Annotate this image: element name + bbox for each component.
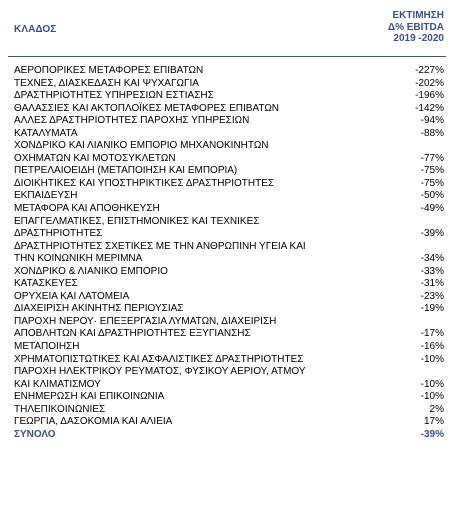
ebitda-header-line-1: ΕΚΤΙΜΗΣΗ (392, 10, 444, 21)
ebitda-change-value: -202% (415, 77, 444, 89)
table-row (0, 190, 450, 203)
ebitda-change-value: -39% (420, 228, 444, 240)
sector-column-header: ΚΛΑΔΟΣ (14, 24, 57, 35)
table-row (0, 216, 450, 241)
table-row (0, 178, 450, 191)
sector-label: ΔΙΟΙΚΗΤΙΚΕΣ ΚΑΙ ΥΠΟΣΤΗΡΙΚΤΙΚΕΣ ΔΡΑΣΤΗΡΙΟΤΗΤΕΣ (14, 177, 275, 189)
sector-label: ΕΝΗΜΕΡΩΣΗ ΚΑΙ ΕΠΙΚΟΙΝΩΝΙΑ (14, 391, 165, 403)
sector-label: ΑΕΡΟΠΟΡΙΚΕΣ ΜΕΤΑΦΟΡΕΣ ΕΠΙΒΑΤΩΝ (14, 65, 204, 76)
sector-label: ΘΑΛΑΣΣΙΕΣ ΚΑΙ ΑΚΤΟΠΛΟΪΚΕΣ ΜΕΤΑΦΟΡΕΣ ΕΠΙΒΑΤΩΝ (14, 102, 280, 114)
sector-label: ΔΙΑΧΕΙΡΙΣΗ ΑΚΙΝΗΤΗΣ ΠΕΡΙΟΥΣΙΑΣ (14, 303, 184, 315)
sector-label: ΔΡΑΣΤΗΡΙΟΤΗΤΕΣ ΣΧΕΤΙΚΕΣ ΜΕ ΤΗΝ ΑΝΘΡΩΠΙΝΗ ΥΓΕΙΑ ΚΑΙ ΤΗΝ ΚΟΙΝΩΝΙΚΗ ΜΕΡΙΜΝΑ (14, 240, 306, 265)
total-row (0, 429, 450, 442)
table-row (0, 165, 450, 178)
table-row (0, 128, 450, 141)
ebitda-change-value: -34% (420, 253, 444, 265)
table-row (0, 291, 450, 304)
table-row (0, 90, 450, 103)
ebitda-change-value: -23% (420, 290, 444, 302)
table-row (0, 416, 450, 429)
ebitda-change-value: 17% (423, 416, 444, 428)
sector-label: ΤΗΛΕΠΙΚΟΙΝΩΝΙΕΣ (14, 403, 106, 415)
ebitda-change-value: 2% (429, 403, 444, 415)
table-row (0, 203, 450, 216)
table-row (0, 65, 450, 78)
table-row (0, 278, 450, 291)
ebitda-change-value: -31% (420, 278, 444, 290)
ebitda-change-value: -94% (420, 115, 444, 127)
sector-label: ΠΑΡΟΧΗ ΗΛΕΚΤΡΙΚΟΥ ΡΕΥΜΑΤΟΣ, ΦΥΣΙΚΟΥ ΑΕΡΙΟΥ, ΑΤΜΟΥ ΚΑΙ ΚΛΙΜΑΤΙΣΜΟΥ (14, 366, 306, 390)
table-row (0, 354, 450, 367)
table-row (0, 266, 450, 279)
ebitda-change-value: -88% (420, 127, 444, 139)
ebitda-change-value: -77% (420, 152, 444, 164)
ebitda-change-value: -10% (420, 353, 444, 365)
sector-label: ΓΕΩΡΓΙΑ, ΔΑΣΟΚΟΜΙΑ ΚΑΙ ΑΛΙΕΙΑ (14, 416, 173, 428)
total-label: ΣΥΝΟΛΟ (14, 428, 56, 440)
ebitda-header-line-3: 2019 -2020 (393, 33, 444, 44)
ebitda-column-header (364, 10, 444, 45)
sector-label: ΔΡΑΣΤΗΡΙΟΤΗΤΕΣ ΥΠΗΡΕΣΙΩΝ ΕΣΤΙΑΣΗΣ (14, 90, 214, 102)
sector-label: ΜΕΤΑΦΟΡΑ ΚΑΙ ΑΠΟΘΗΚΕΥΣΗ (14, 203, 160, 215)
sector-label: ΕΠΑΓΓΕΛΜΑΤΙΚΕΣ, ΕΠΙΣΤΗΜΟΝΙΚΕΣ ΚΑΙ ΤΕΧΝΙΚΕΣ ΔΡΑΣΤΗΡΙΟΤΗΤΕΣ (14, 215, 260, 240)
table-row (0, 316, 450, 341)
sector-label: ΟΡΥΧΕΙΑ ΚΑΙ ΛΑΤΟΜΕΙΑ (14, 290, 130, 302)
table-row (0, 78, 450, 91)
ebitda-change-value: -10% (420, 378, 444, 390)
total-value: -39% (420, 428, 444, 440)
ebitda-change-value: -75% (420, 177, 444, 189)
ebitda-change-value: -75% (420, 165, 444, 177)
sector-label: ΚΑΤΑΣΚΕΥΕΣ (14, 278, 78, 290)
sector-label: ΤΕΧΝΕΣ, ΔΙΑΣΚΕΔΑΣΗ ΚΑΙ ΨΥΧΑΓΩΓΙΑ (14, 77, 199, 89)
sector-label: ΠΑΡΟΧΗ ΝΕΡΟΥ· ΕΠΕΞΕΡΓΑΣΙΑ ΛΥΜΑΤΩΝ, ΔΙΑΧΕΙΡΙΣΗ ΑΠΟΒΛΗΤΩΝ ΚΑΙ ΔΡΑΣΤΗΡΙΟΤΗΤΕΣ ΕΞΥΓΙΑΝΣΗΣ (14, 315, 277, 340)
ebitda-change-value: -49% (420, 203, 444, 215)
table-row (0, 366, 450, 391)
sector-label: ΠΕΤΡΕΛΑΙΟΕΙΔΗ (ΜΕΤΑΠΟΙΗΣΗ ΚΑΙ ΕΜΠΟΡΙΑ) (14, 165, 238, 177)
table-row (0, 241, 450, 266)
sector-label: ΧΟΝΔΡΙΚΟ ΚΑΙ ΛΙΑΝΙΚΟ ΕΜΠΟΡΙΟ ΜΗΧΑΝΟΚΙΝΗΤΩΝ ΟΧΗΜΑΤΩΝ ΚΑΙ ΜΟΤΟΣΥΚΛΕΤΩΝ (14, 140, 269, 164)
table-row (0, 391, 450, 404)
sector-table-body (0, 65, 450, 441)
sector-label: ΚΑΤΑΛΥΜΑΤΑ (14, 127, 78, 139)
ebitda-change-value: -227% (415, 65, 444, 76)
table-row (0, 140, 450, 165)
table-header (0, 0, 450, 56)
table-row (0, 115, 450, 128)
ebitda-header-line-2: Δ% EBITDA (387, 21, 444, 33)
ebitda-change-value: -142% (415, 102, 444, 114)
ebitda-change-value: -19% (420, 303, 444, 315)
sector-label: ΧΡΗΜΑΤΟΠΙΣΤΩΤΙΚΕΣ ΚΑΙ ΑΣΦΑΛΙΣΤΙΚΕΣ ΔΡΑΣΤΗΡΙΟΤΗΤΕΣ (14, 353, 304, 365)
ebitda-change-value: -50% (420, 190, 444, 202)
sector-label: ΧΟΝΔΡΙΚΟ & ΛΙΑΝΙΚΟ ΕΜΠΟΡΙΟ (14, 265, 168, 277)
ebitda-change-value: -33% (420, 265, 444, 277)
ebitda-change-value: -17% (420, 328, 444, 340)
sector-label: ΕΚΠΑΙΔΕΥΣΗ (14, 190, 78, 202)
ebitda-change-value: -196% (415, 90, 444, 102)
table-row (0, 404, 450, 417)
header-divider (8, 56, 446, 57)
sector-label: ΜΕΤΑΠΟΙΗΣΗ (14, 341, 80, 353)
table-row (0, 341, 450, 354)
table-row (0, 103, 450, 116)
ebitda-change-value: -10% (420, 391, 444, 403)
table-row (0, 303, 450, 316)
ebitda-change-value: -16% (420, 341, 444, 353)
sector-label: ΑΛΛΕΣ ΔΡΑΣΤΗΡΙΟΤΗΤΕΣ ΠΑΡΟΧΗΣ ΥΠΗΡΕΣΙΩΝ (14, 115, 250, 127)
